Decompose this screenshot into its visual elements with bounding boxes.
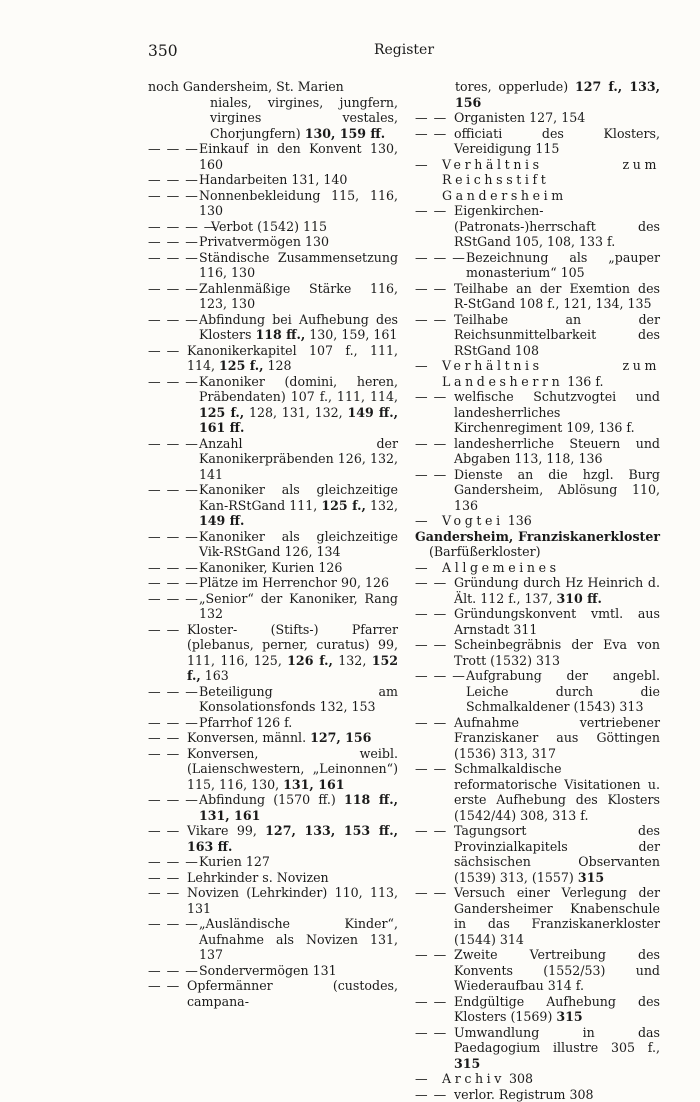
entry-text: Konversen, männl. 127, 156 xyxy=(187,730,398,746)
index-entry xyxy=(148,250,398,281)
entry-text: Novizen (Lehrkinder) 110, 113, 131 xyxy=(187,885,398,916)
entry-level-dashes: — — — xyxy=(148,281,199,297)
entry-level-dashes: — — — xyxy=(148,312,199,328)
entry-text: noch Gandersheim, St. Marien xyxy=(148,79,398,95)
entry-level-dashes: — xyxy=(415,157,429,173)
entry-text: Teilhabe an der Reichsunmittelbarkeit des RStGand 108 xyxy=(454,312,660,359)
entry-text: Teilhabe an der Exemtion des R-StGand 108 f., 121, 134, 135 xyxy=(454,281,660,312)
entry-level-dashes: — — xyxy=(415,715,447,731)
entry-text: Eigenkirchen-(Patronats-)herrschaft des RStGand 105, 108, 133 f. xyxy=(454,203,660,250)
entry-level-dashes: — — — xyxy=(148,234,199,250)
index-entry xyxy=(148,746,398,793)
entry-text: Vikare 99, 127, 133, 153 ff., 163 ff. xyxy=(187,823,398,854)
index-entry xyxy=(415,994,660,1025)
index-entry xyxy=(415,529,660,560)
entry-text: officiati des Klosters, Vereidigung 115 xyxy=(454,126,660,157)
index-entry xyxy=(148,529,398,560)
index-entry xyxy=(415,126,660,157)
entry-level-dashes: — — — xyxy=(148,916,199,932)
index-entry xyxy=(415,560,660,576)
index-entry xyxy=(148,792,398,823)
entry-text: Umwandlung in das Paedagogium illustre 305 f., 315 xyxy=(454,1025,660,1072)
index-entry xyxy=(148,141,398,172)
entry-level-dashes: — — xyxy=(148,343,180,359)
entry-text: verlor. Registrum 308 xyxy=(454,1087,660,1102)
entry-text: Kanoniker als gleichzeitige Vik-RStGand 126, 134 xyxy=(199,529,398,560)
entry-text: niales, virgines, jungfern, virgines vestales, Chorjungfern) 130, 159 ff. xyxy=(210,95,398,142)
entry-text: Zahlenmäßige Stärke 116, 123, 130 xyxy=(199,281,398,312)
entry-text: Tagungsort des Provinzialkapitels der sächsischen Observanten (1539) 313, (1557) 315 xyxy=(454,823,660,885)
entry-level-dashes: — — — xyxy=(148,188,199,204)
index-entry xyxy=(148,916,398,963)
entry-text: Verhältnis zum Reichsstift Gandersheim xyxy=(442,157,660,204)
entry-level-dashes: — — — xyxy=(148,575,199,591)
entry-text: „Ausländische Kinder“, Aufnahme als Novizen 131, 137 xyxy=(199,916,398,963)
entry-text: Aufnahme vertriebener Franziskaner aus Göttingen (1536) 313, 317 xyxy=(454,715,660,762)
entry-level-dashes: — — xyxy=(415,606,447,622)
index-entry xyxy=(415,312,660,359)
entry-text: Privatvermögen 130 xyxy=(199,234,398,250)
entry-text: Aufgrabung der angebl. Leiche durch die Schmalkaldener (1543) 313 xyxy=(466,668,660,715)
entry-text: „Senior“ der Kanoniker, Rang 132 xyxy=(199,591,398,622)
entry-text: Einkauf in den Konvent 130, 160 xyxy=(199,141,398,172)
index-column-left xyxy=(148,79,398,1009)
index-entry xyxy=(148,79,398,95)
entry-level-dashes: — xyxy=(415,358,429,374)
entry-text: Opfermänner (custodes, campana- xyxy=(187,978,398,1009)
entry-level-dashes: — — — xyxy=(148,436,199,452)
index-entry xyxy=(148,684,398,715)
entry-text: Anzahl der Kanonikerpräbenden 126, 132, 141 xyxy=(199,436,398,483)
entry-level-dashes: — — — xyxy=(148,482,199,498)
entry-text: Abfindung (1570 ff.) 118 ff., 131, 161 xyxy=(199,792,398,823)
entry-level-dashes: — — xyxy=(148,870,180,886)
entry-level-dashes: — — — xyxy=(148,250,199,266)
entry-text: Scheinbegräbnis der Eva von Trott (1532) 313 xyxy=(454,637,660,668)
entry-level-dashes: — — — xyxy=(148,792,199,808)
entry-level-dashes: — — xyxy=(415,312,447,328)
entry-level-dashes: — — xyxy=(415,1087,447,1102)
index-entry xyxy=(415,885,660,947)
entry-level-dashes: — — — xyxy=(148,591,199,607)
entry-text: Allgemeines xyxy=(442,560,660,576)
entry-level-dashes: — — xyxy=(415,947,447,963)
entry-level-dashes: — — xyxy=(415,467,447,483)
entry-text: Versuch einer Verlegung der Gandersheimer Knabenschule in das Franziskanerkloster (1544) 314 xyxy=(454,885,660,947)
entry-level-dashes: — — xyxy=(415,110,447,126)
entry-text: Kurien 127 xyxy=(199,854,398,870)
entry-text: Verbot (1542) 115 xyxy=(211,219,398,235)
index-entry xyxy=(415,668,660,715)
index-entry xyxy=(415,1025,660,1072)
entry-level-dashes: — — xyxy=(415,761,447,777)
index-entry xyxy=(415,436,660,467)
entry-text: Gründungskonvent vmtl. aus Arnstadt 311 xyxy=(454,606,660,637)
entry-level-dashes: — — xyxy=(415,203,447,219)
entry-text: Nonnenbekleidung 115, 116, 130 xyxy=(199,188,398,219)
entry-level-dashes: — — xyxy=(148,622,180,638)
index-entry xyxy=(148,730,398,746)
index-entry xyxy=(148,374,398,436)
entry-level-dashes: — — xyxy=(148,730,180,746)
entry-level-dashes: — — xyxy=(148,746,180,762)
index-entry xyxy=(148,963,398,979)
index-entry xyxy=(148,343,398,374)
index-entry xyxy=(415,1071,660,1087)
entry-level-dashes: — — xyxy=(415,281,447,297)
index-entry xyxy=(148,281,398,312)
index-entry xyxy=(415,513,660,529)
entry-text: Kanonikerkapitel 107 f., 111, 114, 125 f., 128 xyxy=(187,343,398,374)
entry-level-dashes: — — xyxy=(148,885,180,901)
entry-text: Abfindung bei Aufhebung des Klosters 118 ff., 130, 159, 161 xyxy=(199,312,398,343)
index-entry xyxy=(148,715,398,731)
entry-level-dashes: — — xyxy=(415,637,447,653)
entry-text: Sondervermögen 131 xyxy=(199,963,398,979)
entry-level-dashes: — — — xyxy=(148,854,199,870)
index-entry xyxy=(415,715,660,762)
index-entry xyxy=(415,761,660,823)
entry-level-dashes: — — xyxy=(148,823,180,839)
entry-level-dashes: — — xyxy=(415,823,447,839)
index-entry xyxy=(415,467,660,514)
index-entry xyxy=(415,947,660,994)
index-entry xyxy=(148,95,398,142)
entry-text: welfische Schutzvogtei und landesherrliches Kirchenregiment 109, 136 f. xyxy=(454,389,660,436)
index-entry xyxy=(415,389,660,436)
entry-text: Kanoniker (domini, heren, Präbendaten) 107 f., 111, 114, 125 f., 128, 131, 132, 149 ff., 161 ff. xyxy=(199,374,398,436)
index-entry xyxy=(148,591,398,622)
running-title: Register xyxy=(148,42,660,58)
entry-text: Ständische Zusammensetzung 116, 130 xyxy=(199,250,398,281)
index-entry xyxy=(148,870,398,886)
entry-level-dashes: — — — xyxy=(415,668,466,684)
entry-text: Kloster- (Stifts-) Pfarrer (plebanus, perner, curatus) 99, 111, 116, 125, 126 f., 132, 152 f., 163 xyxy=(187,622,398,684)
entry-level-dashes: — — xyxy=(415,1025,447,1041)
entry-level-dashes: — xyxy=(415,1071,429,1087)
entry-text: Vogtei 136 xyxy=(442,513,660,529)
entry-level-dashes: — — — xyxy=(148,560,199,576)
entry-level-dashes: — — xyxy=(415,885,447,901)
index-entry xyxy=(415,157,660,204)
entry-level-dashes: — — xyxy=(415,575,447,591)
index-entry xyxy=(148,482,398,529)
page-header xyxy=(148,42,660,62)
entry-text: Lehrkinder s. Novizen xyxy=(187,870,398,886)
index-entry xyxy=(415,575,660,606)
index-entry xyxy=(415,606,660,637)
entry-text: landesherrliche Steuern und Abgaben 113, 118, 136 xyxy=(454,436,660,467)
entry-level-dashes: — — xyxy=(415,436,447,452)
index-entry xyxy=(415,823,660,885)
entry-level-dashes: — xyxy=(415,560,429,576)
entry-level-dashes: — — xyxy=(415,389,447,405)
index-entry xyxy=(148,312,398,343)
index-entry xyxy=(148,885,398,916)
index-entry xyxy=(415,79,660,110)
entry-level-dashes: — — — xyxy=(415,250,466,266)
entry-level-dashes: — — — xyxy=(148,141,199,157)
index-entry xyxy=(148,436,398,483)
index-entry xyxy=(148,854,398,870)
index-entry xyxy=(415,203,660,250)
index-entry xyxy=(148,219,398,235)
entry-level-dashes: — — — xyxy=(148,684,199,700)
entry-level-dashes: — — xyxy=(415,126,447,142)
entry-level-dashes: — — — xyxy=(148,715,199,731)
entry-text: tores, opperlude) 127 f., 133, 156 xyxy=(455,79,660,110)
entry-text: Bezeichnung als „pauper monasterium“ 105 xyxy=(466,250,660,281)
entry-level-dashes: — — — xyxy=(148,374,199,390)
index-entry xyxy=(415,250,660,281)
entry-text: Archiv 308 xyxy=(442,1071,660,1087)
index-entry xyxy=(148,560,398,576)
index-column-right xyxy=(415,79,660,1102)
entry-level-dashes: — — — xyxy=(148,529,199,545)
index-entry xyxy=(148,188,398,219)
entry-text: Zweite Vertreibung des Konvents (1552/53) und Wiederaufbau 314 f. xyxy=(454,947,660,994)
index-entry xyxy=(148,575,398,591)
entry-text: Schmalkaldische reformatorische Visitationen u. erste Aufhebung des Klosters (1542/44) 308, 313 f. xyxy=(454,761,660,823)
entry-text: Organisten 127, 154 xyxy=(454,110,660,126)
entry-text: Plätze im Herrenchor 90, 126 xyxy=(199,575,398,591)
entry-text: Konversen, weibl. (Laienschwestern, „Leinonnen“) 115, 116, 130, 131, 161 xyxy=(187,746,398,793)
index-entry xyxy=(415,281,660,312)
page-number: 350 xyxy=(148,42,178,60)
index-entry xyxy=(415,358,660,389)
entry-level-dashes: — — — xyxy=(148,963,199,979)
entry-text: Kanoniker, Kurien 126 xyxy=(199,560,398,576)
entry-text: Gandersheim, Franziskanerkloster (Barfüßerkloster) xyxy=(415,529,660,560)
entry-text: Dienste an die hzgl. Burg Gandersheim, Ablösung 110, 136 xyxy=(454,467,660,514)
entry-text: Pfarrhof 126 f. xyxy=(199,715,398,731)
index-entry xyxy=(415,1087,660,1102)
index-entry xyxy=(148,234,398,250)
entry-level-dashes: — — xyxy=(415,994,447,1010)
entry-level-dashes: — — — xyxy=(148,172,199,188)
index-entry xyxy=(148,172,398,188)
entry-text: Beteiligung am Konsolationsfonds 132, 153 xyxy=(199,684,398,715)
entry-text: Verhältnis zum Landesherrn 136 f. xyxy=(442,358,660,389)
index-entry xyxy=(148,823,398,854)
index-entry xyxy=(415,637,660,668)
index-entry xyxy=(148,622,398,684)
entry-text: Gründung durch Hz Heinrich d. Ält. 112 f., 137, 310 ff. xyxy=(454,575,660,606)
entry-text: Kanoniker als gleichzeitige Kan-RStGand 111, 125 f., 132, 149 ff. xyxy=(199,482,398,529)
entry-level-dashes: — — — — xyxy=(148,219,217,235)
entry-level-dashes: — — xyxy=(148,978,180,994)
index-entry xyxy=(148,978,398,1009)
entry-text: Endgültige Aufhebung des Klosters (1569) 315 xyxy=(454,994,660,1025)
entry-level-dashes: — xyxy=(415,513,429,529)
entry-text: Handarbeiten 131, 140 xyxy=(199,172,398,188)
index-entry xyxy=(415,110,660,126)
